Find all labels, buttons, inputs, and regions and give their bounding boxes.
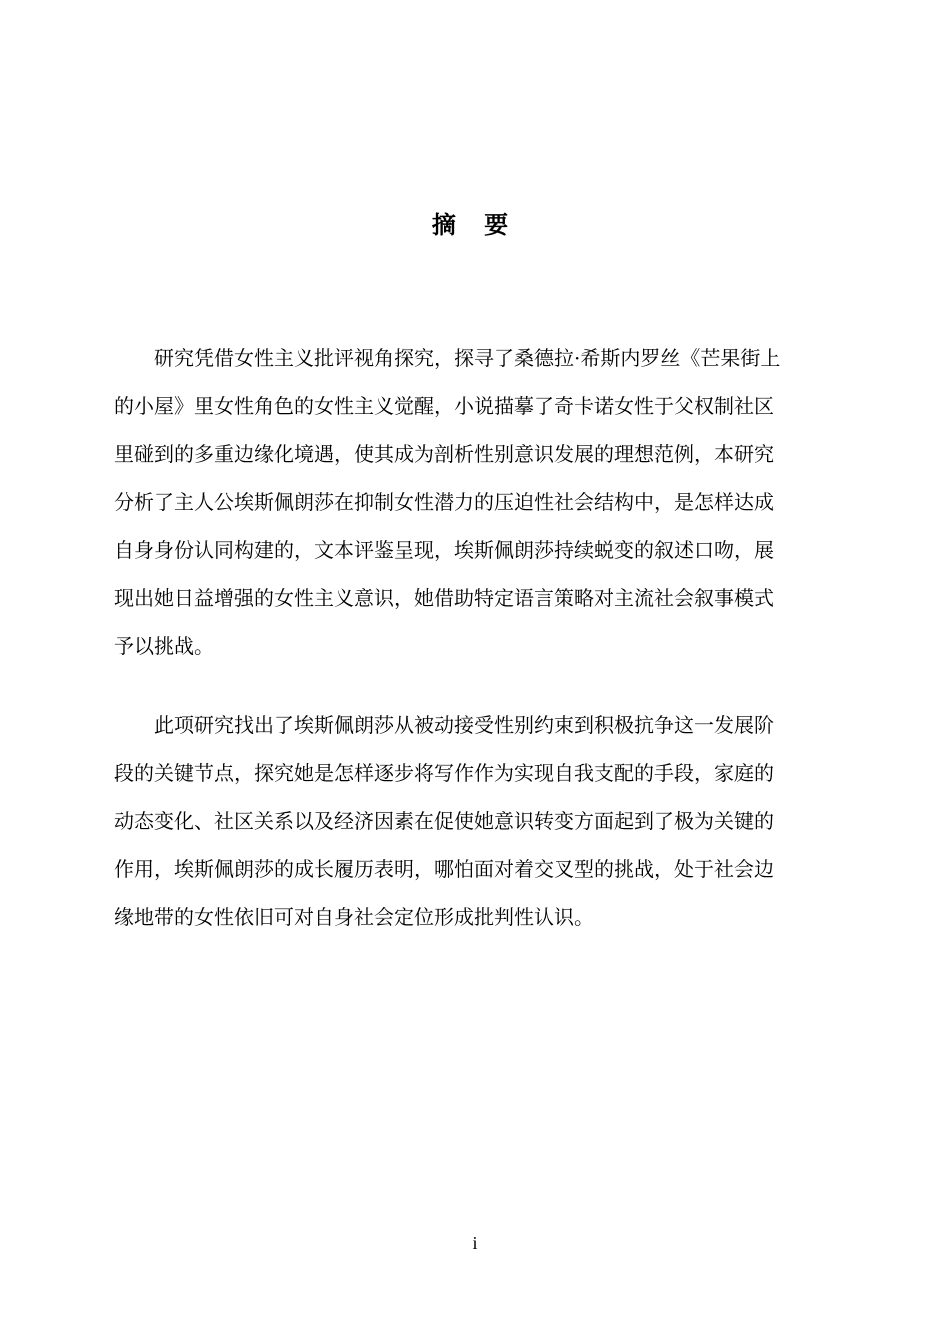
- paragraph-line: 分析了主人公埃斯佩朗莎在抑制女性潜力的压迫性社会结构中，是怎样达成: [114, 490, 774, 514]
- paragraph-line: 缘地带的女性依旧可对自身社会定位形成批判性认识。: [114, 905, 594, 929]
- paragraph-line: 动态变化、社区关系以及经济因素在促使她意识转变方面起到了极为关键的: [114, 809, 774, 833]
- paragraph-line: 现出她日益增强的女性主义意识，她借助特定语言策略对主流社会叙事模式: [114, 586, 774, 610]
- page-title: 摘 要: [431, 211, 519, 239]
- paragraph-line: 的小屋》里女性角色的女性主义觉醒，小说描摹了奇卡诺女性于父权制社区: [114, 394, 774, 418]
- paragraph-line: 段的关键节点，探究她是怎样逐步将写作作为实现自我支配的手段，家庭的: [114, 761, 774, 785]
- paragraph-line: 予以挑战。: [114, 634, 214, 658]
- paragraph-line: 自身身份认同构建的，文本评鉴呈现，埃斯佩朗莎持续蜕变的叙述口吻，展: [114, 538, 774, 562]
- page-number: i: [472, 1233, 478, 1253]
- paragraph-line: 作用，埃斯佩朗莎的成长履历表明，哪怕面对着交叉型的挑战，处于社会边: [114, 857, 774, 881]
- paragraph-1: [114, 334, 861, 670]
- paragraph-line: 研究凭借女性主义批评视角探究，探寻了桑德拉·希斯内罗丝《芒果街上: [154, 346, 781, 370]
- abstract-body: [114, 334, 861, 941]
- paragraph-line: 里碰到的多重边缘化境遇，使其成为剖析性别意识发展的理想范例，本研究: [114, 442, 774, 466]
- paragraph-2: [114, 701, 861, 941]
- paragraph-line: 此项研究找出了埃斯佩朗莎从被动接受性别约束到积极抗争这一发展阶: [154, 713, 774, 737]
